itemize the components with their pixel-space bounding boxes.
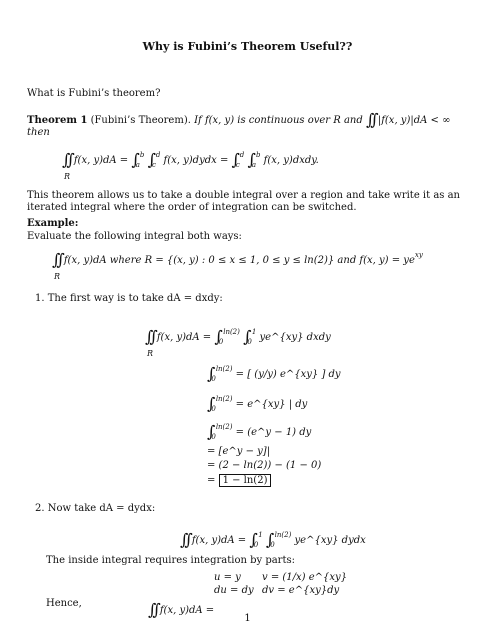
way2-integral: ∫∫ f(x, $y)dA = \int_0^1$ $\int_0^{ln(2)}$ ye^{xy} dydx [180,530,366,549]
example-prompt: Evaluate the following integral both ways: [27,231,242,242]
parts-dv: dv = e^{xy}dy [262,585,340,596]
parts-text: The inside integral requires integration by parts: [46,555,295,566]
example-integral: ∫∫ f(x, y)dA where R = {(x, y) : 0 ≤ x ≤ 1, 0 ≤ y ≤ ln(2)} and f(x, $y) = ye^{xy}$ [52,250,423,269]
document-page: Why is Fubini’s Theorem Useful?? What is Fubini’s theorem? Theorem 1 (Fubini’s Theorem). If f(x, y) is continuous over R and ∫∫ |f(x, y)|dA < ∞ then ∫∫ f(x, $y)dA = \int_a^b$ $\int_c^d$ f(x, y)dydx = $\int_c^d$ $\int_a^b$ f(x, y)dxdy. R This theorem allows us to take a double integral over a region and take write it as an iterated integral where the order of integration can be switched. Example: Evaluate the following integral both ways: ∫∫ f(x, y)dA where R = {(x, y) : 0 ≤ x ≤ 1, 0 ≤ y ≤ ln(2)} and f(x, $y) = ye^{xy}$ R 1. The first way is to take dA = dxdy: ∫∫ f(x, $y)dA = \int_0^{ln(2)}$ $\int_0^1$ ye^{xy} dxdy R $\int_0^{ln(2)}$ = [ (y/y) e^{xy} ] dy $\int_0^{ln(2)}$ = e^{xy} | dy $\int_0^{ln(2)}$ = (e^y − 1) dy = [e^y − y]| = (2 − ln(2)) − (1 − 0) = 1 − ln(2) 2. Now take dA = dydx: ∫∫ f(x, $y)dA = \int_0^1$ $\int_0^{ln(2)}$ ye^{xy} dydx The inside integral requires integration by parts: u = y v = (1/x) e^{xy} du = dy dv = e^{xy}dy Hence, ∫∫ f(x, y)dA = 1 [0,0,495,640]
way1-line-1: ∫∫ f(x, $y)dA = \int_0^{ln(2)}$ $\int_0^1$ ye^{xy} dxdy [145,327,331,346]
theorem-statement [27,112,472,139]
way1-line-2: $\int_0^{ln(2)}$ = [ (y/y) e^{xy} ] dy [207,364,341,383]
fubini-equation: ∫∫ f(x, $y)dA = \int_a^b$ $\int_c^d$ f(x, y)dydx = $\int_c^d$ $\int_a^b$ f(x, y)dxdy. [62,150,319,169]
page-title: Why is Fubini’s Theorem Useful?? [142,40,353,53]
way2-text: 2. Now take dA = dydx: [35,503,156,514]
double-integral-sign: ∫∫ [365,110,375,129]
example-label: Example: [27,218,79,229]
question-text: What is Fubini’s theorem? [27,88,161,99]
theorem-label: Theorem 1 [27,115,88,126]
page-number: 1 [244,613,251,624]
parts-du: du = dy [214,585,254,596]
hence-line: ∫∫ f(x, y)dA = [148,600,215,619]
way1-result: = 1 − ln(2) [207,475,271,486]
boxed-answer: 1 − ln(2) [219,474,272,487]
explanation-text: This theorem allows us to take a double integral over a region and take write it as an iterated integral where the order of integration can be switched. [27,190,460,213]
way1-text: 1. The first way is to take dA = dxdy: [35,293,223,304]
theorem-name: (Fubini’s Theorem). [90,115,191,126]
way1-line-4: $\int_0^{ln(2)}$ = (e^y − 1) dy [207,422,312,441]
region-label: R [64,172,71,181]
way1-line-6: = (2 − ln(2)) − (1 − 0) [207,460,322,471]
theorem-text-b: |f(x, y)|dA < ∞ then [27,115,451,138]
way1-line-3: $\int_0^{ln(2)}$ = e^{xy} | dy [207,394,308,413]
parts-u: u = y [214,572,241,583]
theorem-text-a: If f(x, y) is continuous over R and [194,115,363,126]
hence-text: Hence, [46,598,82,609]
way1-line-5: = [e^y − y]| [207,446,271,457]
parts-v: v = (1/x) e^{xy} [262,572,348,583]
